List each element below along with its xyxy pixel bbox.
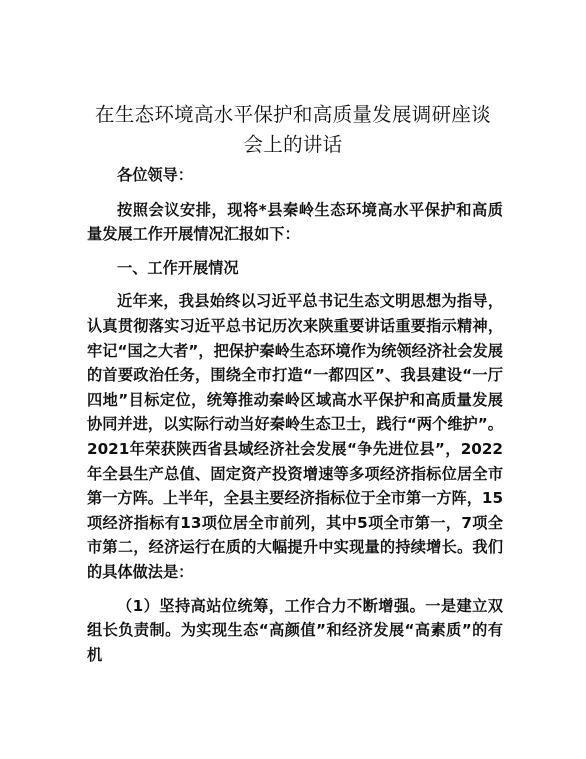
title-line-1: 在生态环境高水平保护和高质量发展调研座谈: [94, 103, 491, 126]
main-paragraph: 近年来，我县始终以习近平总书记生态文明思想为指导，认真贯彻落实习近平总书记历次来陕重要讲话重要指示精神，牢记“国之大者”，把保护秦岭生态环境作为统领经济社会发展的首要政治任务，围绕全市打造“一都四区”、我县建设“一厅四地”目标定位，统筹推动秦岭区域高水平保护和高质量发展协同并进，以实际行动当好秦岭生态卫士，践行“两个维护”。2021年荣获陕西省县域经济社会发展“争先进位县”，2022年全县生产总值、固定资产投资增速等多项经济指标位居全市第一方阵。上半年，全县主要经济指标位于全市第一方阵，15项经济指标有13项位居全市前列，其中5项全市第一，7项全市第二，经济运行在质的大幅提升中实现量的持续增长。我们的具体做法是：: [87, 292, 504, 581]
greeting: 各位领导：: [117, 166, 193, 184]
sub-paragraph: （1）坚持高站位统筹，工作合力不断增强。一是建立双组长负责制。为实现生态“高颜值”和经济发展“高素质”的有机: [87, 596, 503, 664]
intro-paragraph: 按照会议安排，现将*县秦岭生态环境高水平保护和高质量发展工作开展情况汇报如下：: [87, 200, 503, 244]
title-line-2: 会上的讲话: [243, 133, 343, 156]
document-title: [74, 100, 512, 160]
document-body: [87, 163, 503, 667]
section-heading: 一、工作开展情况: [117, 258, 239, 277]
